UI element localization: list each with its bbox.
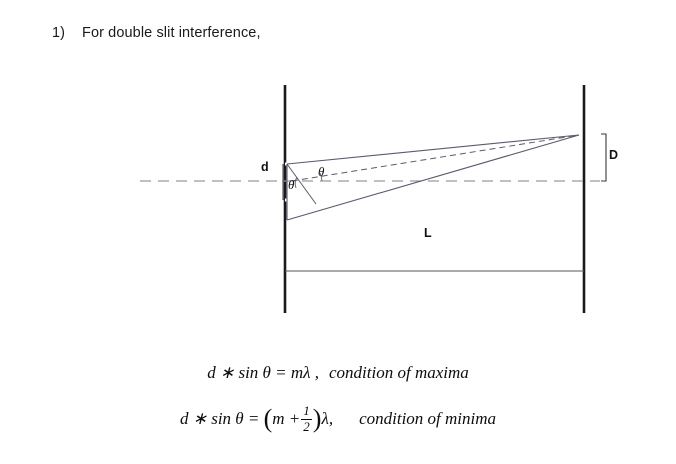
label-screen-distance: D — [609, 148, 619, 162]
formula-maxima-expression: d ∗ sin θ = mλ , — [207, 363, 320, 382]
ray-lower-slit — [287, 135, 579, 220]
formula-maxima-condition: condition of maxima — [329, 363, 469, 382]
formula-minima-lambda: λ, — [321, 408, 334, 428]
fraction-numerator: 1 — [303, 403, 310, 419]
fraction-denominator: 2 — [303, 418, 310, 434]
ray-upper-slit — [287, 135, 579, 164]
label-angle-at-slits: θ — [288, 177, 295, 192]
label-slit-separation: d — [261, 160, 269, 174]
label-angle-at-axis: θ — [318, 164, 325, 179]
question-line — [52, 25, 261, 41]
paren-close: ) — [312, 404, 322, 433]
formula-minima-m-term: m + — [272, 408, 301, 428]
question-text: For double slit interference, — [82, 25, 261, 41]
fraction-one-half — [301, 404, 312, 433]
question-number: 1) — [52, 25, 66, 41]
formula-minima-condition: condition of minima — [359, 408, 497, 428]
formula-maxima — [0, 363, 676, 383]
formula-minima-lhs: d ∗ sin θ = — [179, 408, 264, 428]
formula-minima — [0, 405, 676, 435]
double-slit-diagram — [0, 60, 676, 330]
label-path-length: L — [424, 226, 432, 240]
angle-arc-slits — [295, 177, 297, 188]
diagram-svg — [0, 60, 676, 330]
ray-axis-to-screen — [292, 135, 579, 181]
screen-distance-bracket — [601, 134, 606, 181]
paren-open: ( — [263, 404, 273, 433]
